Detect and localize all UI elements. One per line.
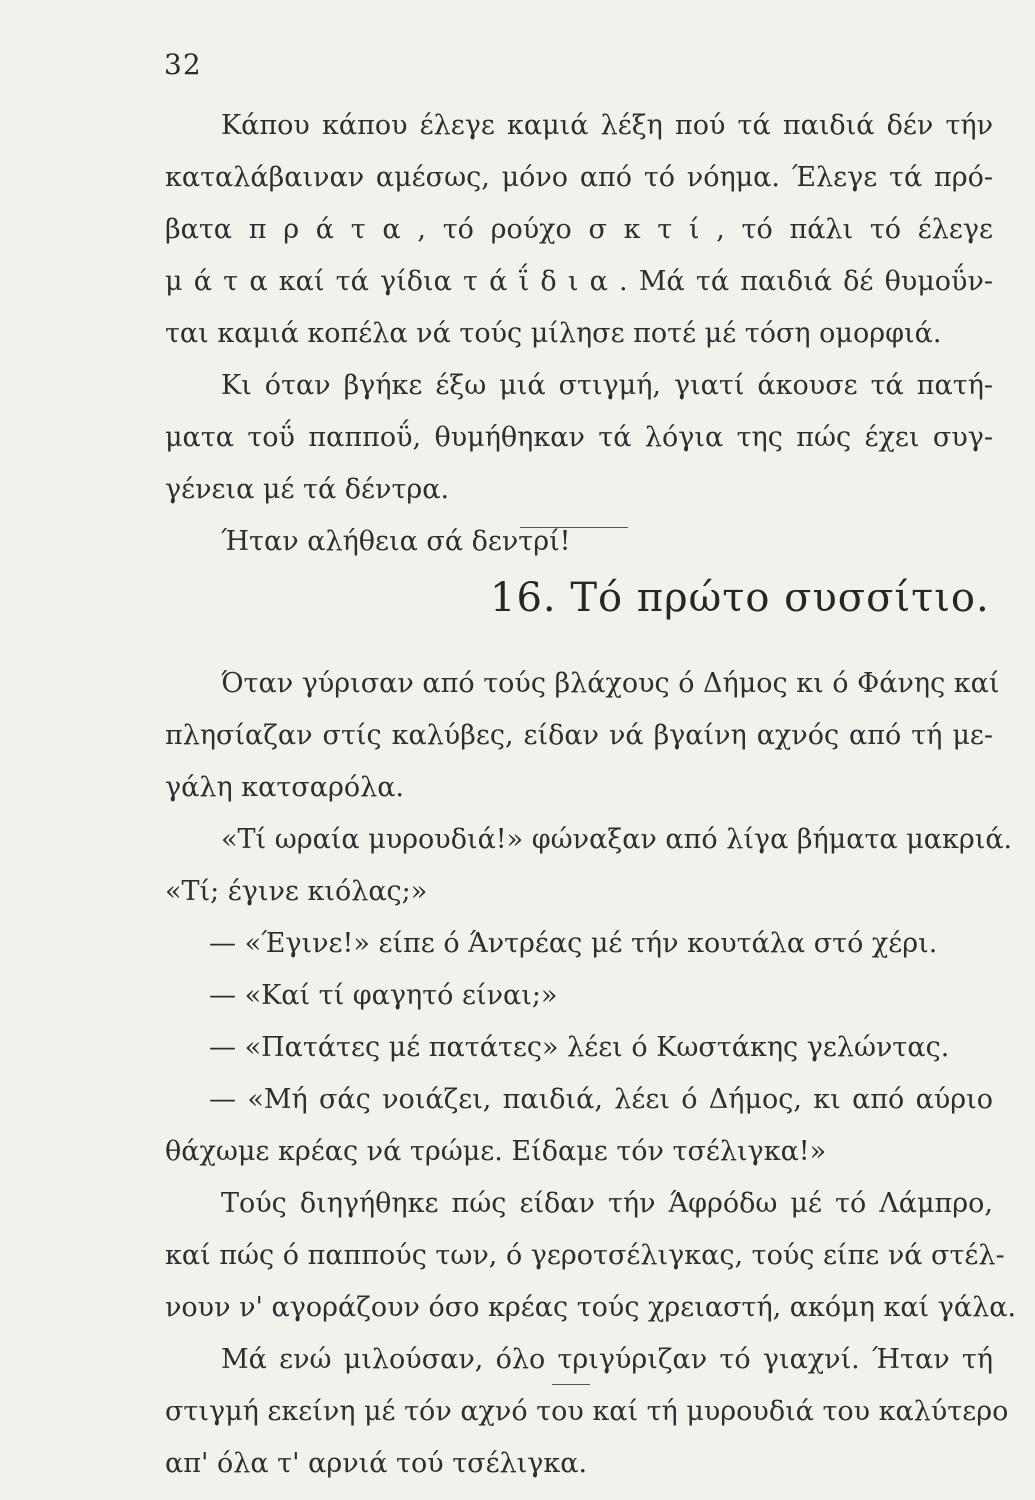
text-line: Όταν γύρισαν από τούς βλάχους ό Δήμος κι ό Φάνης καί (221, 668, 1000, 699)
section-heading: 16. Τό πρώτο συσσίτιο. (490, 575, 990, 621)
text-line: καί πώς ό παππούς των, ό γεροτσέλιγκας, τούς είπε νά στέλ- (165, 1240, 1005, 1271)
text-block-bottom (165, 658, 1017, 1490)
dialog-line: — «Μή σάς νοιάζει, παιδιά, λέει ό Δήμος, κι από αύριο (209, 1084, 993, 1115)
text-line: Μά ενώ μιλούσαν, όλο τριγύριζαν τό γιαχνί. Ήταν τή (221, 1344, 993, 1375)
text-line: «Τί ωραία μυρουδιά!» φώναξαν από λίγα βήματα μακριά. (221, 824, 1013, 855)
text-line: στιγμή εκείνη μέ τόν αχνό του καί τή μυρουδιά του καλύτερο (165, 1396, 1009, 1427)
text-line: καταλάβαιναν αμέσως, μόνο από τό νόημα. Έλεγε τά πρό- (165, 162, 993, 193)
text-line: πλησίαζαν στίς καλύβες, είδαν νά βγαίνη αχνός από τή με- (165, 720, 993, 751)
text-line: μ ά τ α καί τά γίδια τ ά ΐ δ ι α . Μά τά παιδιά δέ θυμοΰν- (165, 266, 993, 297)
text-line: γάλη κατσαρόλα. (165, 772, 405, 803)
text-line: «Τί; έγινε κιόλας;» (165, 876, 428, 907)
section-divider (520, 527, 628, 528)
dialog-line: — «Έγινε!» είπε ό Άντρέας μέ τήν κουτάλα στό χέρι. (209, 928, 938, 959)
text-line: ται καμιά κοπέλα νά τούς μίλησε ποτέ μέ τόση ομορφιά. (165, 318, 942, 349)
text-line: Τούς διηγήθηκε πώς είδαν τήν Άφρόδω μέ τό Λάμπρο, (221, 1188, 993, 1219)
text-line: γένεια μέ τά δέντρα. (165, 474, 450, 505)
dialog-line: — «Πατάτες μέ πατάτες» λέει ό Κωστάκης γελώντας. (209, 1032, 950, 1063)
text-line: βατα π ρ ά τ α , τό ρούχο σ κ τ ί , τό πάλι τό έλεγε (165, 214, 993, 245)
text-block-top (165, 100, 993, 568)
text-line: θάχωμε κρέας νά τρώμε. Είδαμε τόν τσέλιγκα!» (165, 1136, 827, 1167)
text-line: Ήταν αλήθεια σά δεντρί! (221, 526, 571, 557)
text-line: απ' όλα τ' αρνιά τού τσέλιγκα. (165, 1448, 588, 1479)
text-line: Κι όταν βγήκε έξω μιά στιγμή, γιατί άκουσε τά πατή- (221, 370, 993, 401)
text-line: Κάπου κάπου έλεγε καμιά λέξη πού τά παιδιά δέν τήν (221, 110, 993, 141)
text-line: νουν ν' αγοράζουν όσο κρέας τούς χρειαστή, ακόμη καί γάλα. (165, 1292, 1017, 1323)
text-line: ματα τοΰ παπποΰ, θυμήθηκαν τά λόγια της πώς έχει συγ- (165, 422, 993, 453)
page-number: 32 (164, 48, 202, 81)
end-divider (552, 1384, 590, 1385)
dialog-line: — «Καί τί φαγητό είναι;» (209, 980, 558, 1011)
